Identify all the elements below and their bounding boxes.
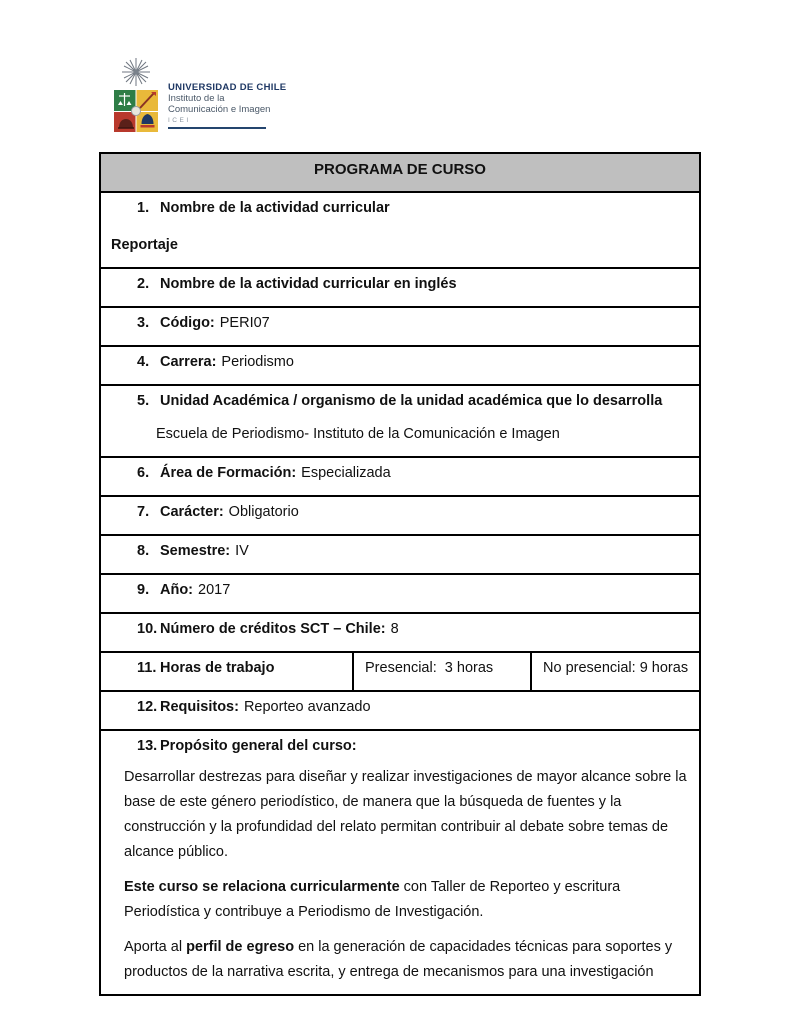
item-5-value: Escuela de Periodismo- Instituto de la Comunicación e Imagen	[156, 426, 560, 442]
table-row-9	[100, 574, 700, 613]
item-number: 4.	[137, 354, 150, 370]
item-value: Obligatorio	[228, 504, 299, 520]
item-label: Año:	[160, 582, 194, 598]
table-row-13	[100, 730, 700, 995]
item-label: Carrera:	[160, 354, 217, 370]
item-number: 5.	[137, 393, 150, 409]
item-9-label-line	[101, 582, 699, 599]
item-5-label-line	[101, 393, 699, 410]
paragraph-2-rest: con Taller de Reporteo y escritura Periodística y contribuye a Periodismo de Investigación.	[124, 879, 621, 920]
item-12-label-line	[101, 699, 699, 716]
item-label: Requisitos:	[160, 699, 239, 715]
no-presencial-hours: No presencial: 9 horas	[543, 660, 689, 676]
presencial-hours: Presencial: 3 horas	[365, 660, 494, 676]
item-7-label-line	[101, 504, 699, 521]
paragraph-3-bold: perfil de egreso	[186, 939, 295, 955]
table-row-3	[100, 307, 700, 346]
item-2-label-line	[101, 276, 699, 293]
item-value: Especializada	[301, 465, 391, 481]
item-10-label-line	[101, 621, 699, 638]
universidad-de-chile-logo	[110, 56, 286, 134]
item-number: 13.	[137, 738, 158, 754]
item-label: Nombre de la actividad curricular	[160, 200, 390, 216]
item-value: PERI07	[219, 315, 270, 331]
table-row-2	[100, 268, 700, 307]
item-8-label-line	[101, 543, 699, 560]
item-6-label-line	[101, 465, 699, 482]
uchile-emblem-svg	[110, 56, 162, 134]
table-row-7	[100, 496, 700, 535]
institute-name-line1: Instituto de la	[168, 93, 225, 104]
paragraph-3-rest: en la generación de capacidades técnicas para soportes y productos de la narrativa escrita, y entrega de mecanismos para una investigación	[124, 939, 673, 980]
item-11-label-line	[101, 660, 352, 677]
table-title: PROGRAMA DE CURSO	[100, 153, 700, 192]
item-label: Semestre:	[160, 543, 231, 559]
logo-text-block	[168, 56, 286, 129]
logo-divider	[168, 127, 266, 129]
item-value: 8	[390, 621, 399, 637]
item-label: Número de créditos SCT – Chile:	[160, 621, 386, 637]
table-title-row	[100, 153, 700, 192]
table-row-5	[100, 385, 700, 457]
purpose-paragraph-3	[124, 935, 689, 985]
course-name: Reportaje	[111, 237, 178, 253]
item-label: Unidad Académica / organismo de la unidad académica que lo desarrolla	[160, 393, 663, 409]
item-number: 2.	[137, 276, 150, 292]
item-label: Código:	[160, 315, 215, 331]
item-value: Periodismo	[221, 354, 294, 370]
item-label: Horas de trabajo	[160, 660, 275, 676]
item-3-label-line	[101, 315, 699, 332]
item-label: Propósito general del curso:	[160, 738, 357, 754]
item-13-label-line	[101, 738, 699, 755]
item-value: IV	[235, 543, 249, 559]
item-label: Área de Formación:	[160, 465, 297, 481]
table-row-1	[100, 192, 700, 268]
item-number: 3.	[137, 315, 150, 331]
paragraph-3-pre: Aporta al	[124, 939, 187, 955]
purpose-paragraph-2	[124, 875, 689, 925]
item-number: 1.	[137, 200, 150, 216]
purpose-paragraph-1: Desarrollar destrezas para diseñar y realizar investigaciones de mayor alcance sobre la base de este género periodístico, de manera que la búsqueda de fuentes y la construcción y la profundidad del relato permitan contribuir al debate sobre temas de alcance público.	[124, 769, 687, 860]
table-row-4	[100, 346, 700, 385]
item-number: 9.	[137, 582, 150, 598]
table-row-11	[100, 652, 700, 691]
paragraph-2-bold: Este curso se relaciona curricularmente	[124, 879, 400, 895]
course-program-table	[99, 152, 701, 996]
table-row-8	[100, 535, 700, 574]
item-number: 11.	[137, 660, 157, 676]
item-number: 10.	[137, 621, 158, 637]
item-label: Carácter:	[160, 504, 224, 520]
item-number: 12.	[137, 699, 158, 715]
item-number: 8.	[137, 543, 150, 559]
table-row-10	[100, 613, 700, 652]
item-label: Nombre de la actividad curricular en inglés	[160, 276, 457, 292]
item-value: Reporteo avanzado	[243, 699, 371, 715]
uchile-shield-star-icon	[110, 56, 162, 134]
item-1-label-line	[101, 200, 699, 217]
item-number: 7.	[137, 504, 150, 520]
item-4-label-line	[101, 354, 699, 371]
table-row-6	[100, 457, 700, 496]
institute-acronym: ICEI	[168, 117, 191, 124]
institute-name-line2: Comunicación e Imagen	[168, 104, 271, 115]
university-name: UNIVERSIDAD DE CHILE	[168, 82, 287, 93]
table-row-12	[100, 691, 700, 730]
item-number: 6.	[137, 465, 150, 481]
item-value: 2017	[198, 582, 231, 598]
